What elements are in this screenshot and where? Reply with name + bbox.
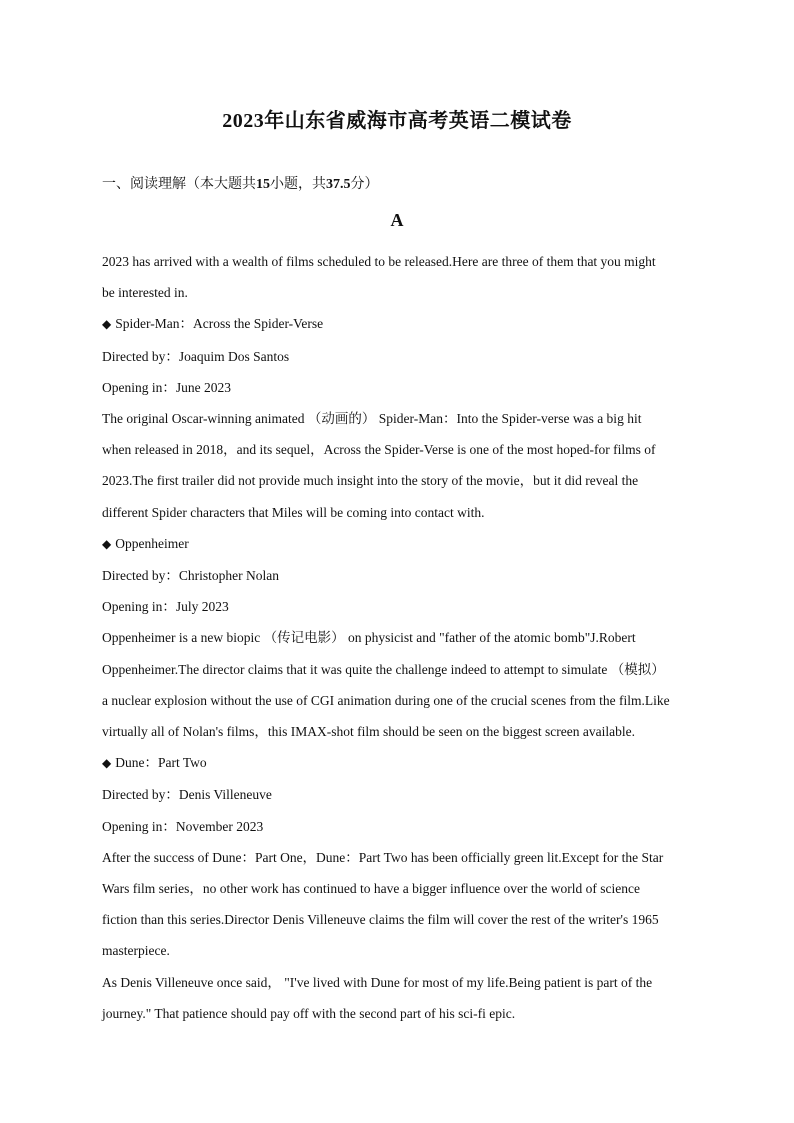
passage-line-text: virtually all of Nolan's films，this IMAX-shot film should be seen on the biggest screen available. bbox=[102, 724, 635, 740]
section-heading bbox=[102, 175, 379, 195]
passage-line-text: Opening in：November 2023 bbox=[102, 818, 264, 834]
passage-line bbox=[102, 560, 692, 591]
passage-line bbox=[102, 654, 692, 685]
section-suffix: 分） bbox=[350, 177, 379, 192]
diamond-bullet-icon: ◆ bbox=[102, 317, 112, 332]
passage-line bbox=[102, 246, 692, 277]
passage-line-text: be interested in. bbox=[102, 285, 188, 301]
passage-line bbox=[102, 497, 692, 528]
passage-line bbox=[102, 779, 692, 810]
passage-line-text: The original Oscar-winning animated （动画的） Spider-Man：Into the Spider-verse was a big hit bbox=[102, 411, 642, 427]
passage-line-text: fiction than this series.Director Denis Villeneuve claims the film will cover the rest of the writer's 1965 bbox=[102, 912, 659, 928]
passage-line-text: Directed by：Denis Villeneuve bbox=[102, 787, 272, 803]
passage-line bbox=[102, 403, 692, 434]
passage-line bbox=[102, 998, 692, 1029]
section-middle: 小题，共 bbox=[270, 177, 326, 192]
question-count: 15 bbox=[256, 177, 270, 192]
passage-line-text: Oppenheimer bbox=[115, 535, 189, 551]
passage-line-text: 2023 has arrived with a wealth of films scheduled to be released.Here are three of them that you might bbox=[102, 254, 656, 269]
passage-line-text: As Denis Villeneuve once said， "I've lived with Dune for most of my life.Being patient is part of the bbox=[102, 974, 653, 990]
passage-line-text: masterpiece. bbox=[102, 943, 170, 959]
passage-line bbox=[102, 591, 692, 622]
passage-line bbox=[102, 842, 692, 873]
passage-line-text: Oppenheimer.The director claims that it was quite the challenge indeed to attempt to simulate （模拟） bbox=[102, 661, 665, 677]
passage-line bbox=[102, 747, 692, 779]
passage-line-text: Directed by：Joaquim Dos Santos bbox=[102, 348, 290, 364]
passage-line-text: 2023.The first trailer did not provide much insight into the story of the movie，but it did reveal the bbox=[102, 473, 639, 489]
passage-line-text: After the success of Dune：Part One，Dune：Part Two has been officially green lit.Except for the Star bbox=[102, 849, 664, 865]
passage-line bbox=[102, 685, 692, 716]
diamond-bullet-icon: ◆ bbox=[102, 756, 112, 771]
passage-line-text: different Spider characters that Miles will be coming into contact with. bbox=[102, 504, 485, 520]
passage-line-text: when released in 2018，and its sequel，Across the Spider-Verse is one of the most hoped-for films of bbox=[102, 442, 656, 458]
passage-line bbox=[102, 528, 692, 560]
passage-line-text: Opening in：July 2023 bbox=[102, 599, 229, 615]
passage-line-text: journey." That patience should pay off with the second part of his sci-fi epic. bbox=[102, 1005, 516, 1021]
passage-line-text: Wars film series，no other work has continued to have a bigger influence over the world of science bbox=[102, 881, 640, 897]
passage-line-text: Opening in：June 2023 bbox=[102, 379, 231, 395]
passage-line bbox=[102, 622, 692, 653]
passage-line bbox=[102, 341, 692, 372]
passage-line bbox=[102, 434, 692, 465]
passage-line bbox=[102, 904, 692, 935]
passage-line-text: Dune：Part Two bbox=[115, 755, 207, 771]
passage-line bbox=[102, 372, 692, 403]
passage-line bbox=[102, 308, 692, 340]
total-score: 37.5 bbox=[326, 177, 351, 192]
passage-line bbox=[102, 716, 692, 747]
passage-line-text: Directed by：Christopher Nolan bbox=[102, 568, 279, 584]
passage-line bbox=[102, 811, 692, 842]
diamond-bullet-icon: ◆ bbox=[102, 536, 112, 551]
section-prefix: 一、阅读理解（本大题共 bbox=[102, 177, 256, 192]
passage-line bbox=[102, 967, 692, 998]
passage-line bbox=[102, 873, 692, 904]
passage-line bbox=[102, 277, 692, 308]
passage-body bbox=[102, 246, 692, 1029]
passage-line-text: a nuclear explosion without the use of CGI animation during one of the crucial scenes from the film.Like bbox=[102, 692, 670, 708]
passage-line bbox=[102, 935, 692, 966]
passage-line bbox=[102, 465, 692, 496]
page-title: 2023年山东省威海市高考英语二模试卷 bbox=[222, 110, 572, 132]
passage-line-text: Spider-Man：Across the Spider-Verse bbox=[115, 316, 324, 332]
passage-label: A bbox=[390, 210, 404, 230]
passage-line-text: Oppenheimer is a new biopic （传记电影） on physicist and "father of the atomic bomb"J.Robert bbox=[102, 630, 636, 646]
